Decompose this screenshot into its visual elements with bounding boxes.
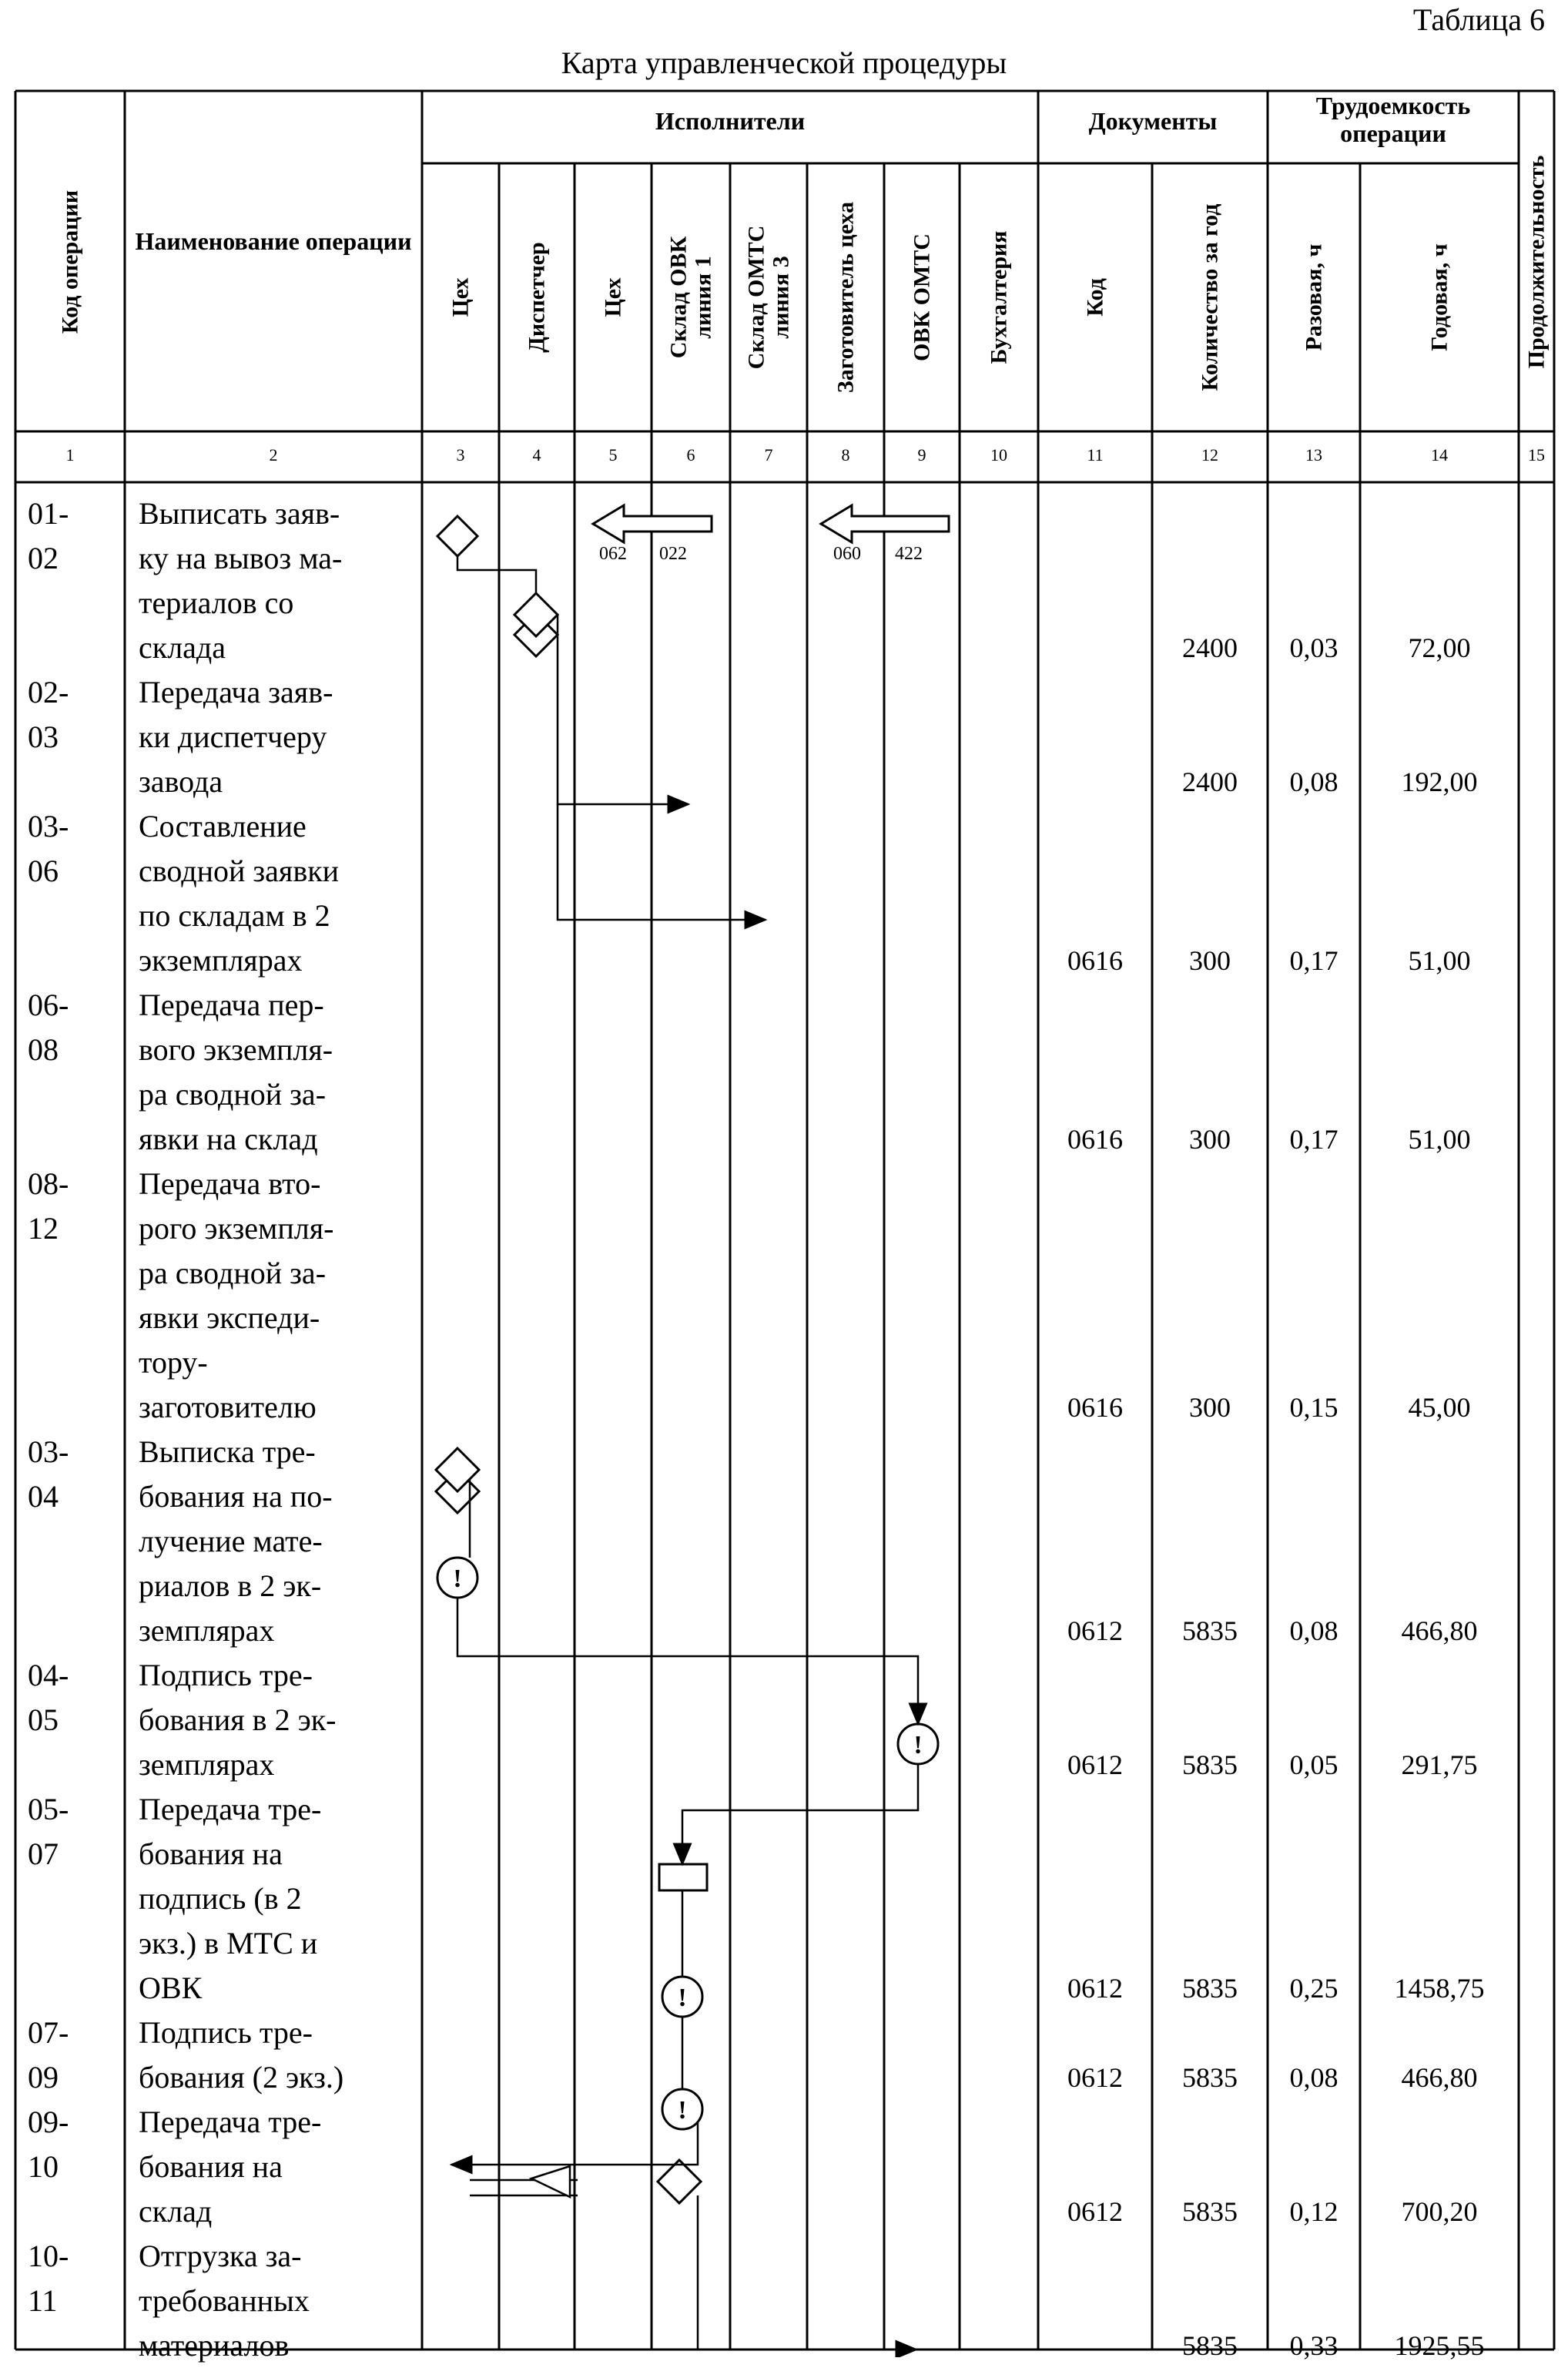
col-ovk-omts-header: ОВК ОМТС — [909, 233, 935, 361]
once-hours-cell: 0,15 — [1289, 1392, 1338, 1423]
operation-name: Передача тре- бования на склад — [139, 2105, 322, 2229]
operation-name: Подпись тре- бования в 2 эк- земплярах — [139, 1658, 337, 1782]
arrow-label: 022 — [659, 544, 687, 564]
operation-name: Передача тре- бования на подпись (в 2 экз.) в МТС и ОВК — [139, 1792, 322, 2005]
year-hours-cell: 291,75 — [1401, 1749, 1478, 1780]
col-workshop2-header: Цех — [600, 277, 626, 317]
operation-code: 04- 05 — [28, 1658, 69, 1737]
quantity-cell: 300 — [1189, 1124, 1231, 1155]
year-hours-cell: 1458,75 — [1394, 1973, 1485, 2004]
column-number: 7 — [764, 445, 773, 465]
once-hours-cell: 0,05 — [1289, 1749, 1338, 1780]
col-accounting-header: Бухгалтерия — [986, 230, 1012, 364]
col-doc-code-header: Код — [1082, 278, 1108, 317]
document-title: Карта управленческой процедуры — [561, 45, 1007, 80]
quantity-cell: 5835 — [1182, 2330, 1238, 2361]
operation-name-header: Наименование операции — [135, 227, 412, 255]
year-hours-cell: 51,00 — [1408, 945, 1471, 976]
column-number: 2 — [269, 445, 278, 465]
svg-text:!: ! — [913, 1731, 923, 1759]
quantity-cell: 2400 — [1182, 766, 1238, 797]
col-year-header: Годовая, ч — [1426, 243, 1452, 351]
doc-code-cell: 0612 — [1067, 1749, 1123, 1780]
column-number: 14 — [1431, 445, 1448, 465]
quantity-cell: 5835 — [1182, 1615, 1238, 1646]
column-number: 5 — [608, 445, 618, 465]
operation-code: 05- 07 — [28, 1792, 69, 1871]
once-hours-cell: 0,08 — [1289, 1615, 1338, 1646]
year-hours-cell: 45,00 — [1408, 1392, 1471, 1423]
once-hours-cell: 0,17 — [1289, 1124, 1338, 1155]
operation-code: 01- 02 — [28, 496, 69, 575]
operation-code: 09- 10 — [28, 2105, 69, 2184]
year-hours-cell: 51,00 — [1408, 1124, 1471, 1155]
operation-code: 07- 09 — [28, 2015, 69, 2095]
once-hours-cell: 0,08 — [1289, 766, 1338, 797]
quantity-cell: 5835 — [1182, 2062, 1238, 2093]
doc-code-cell: 0616 — [1067, 1392, 1123, 1423]
col-procurer-header: Заготовитель цеха — [833, 201, 859, 394]
column-number: 15 — [1528, 445, 1545, 465]
operation-name: Выписать заяв- ку на вывоз ма- териалов со склада — [139, 496, 343, 665]
year-hours-cell: 192,00 — [1401, 766, 1478, 797]
doc-code-cell: 0612 — [1067, 2196, 1123, 2227]
quantity-cell: 5835 — [1182, 2196, 1238, 2227]
column-number: 10 — [990, 445, 1007, 465]
quantity-cell: 5835 — [1182, 1749, 1238, 1780]
col-dispatcher-header: Диспетчер — [524, 242, 550, 353]
doc-code-cell: 0612 — [1067, 1973, 1123, 2004]
labor-header: Трудоемкость операции — [1315, 92, 1471, 147]
operation-code: 06- 08 — [28, 988, 69, 1067]
operation-code: 03- 06 — [28, 809, 69, 888]
year-hours-cell: 700,20 — [1401, 2196, 1478, 2227]
quantity-cell: 300 — [1189, 1392, 1231, 1423]
diamond-icon — [658, 2160, 701, 2203]
operation-code: 03- 04 — [28, 1434, 69, 1514]
column-number: 12 — [1201, 445, 1218, 465]
documents-header: Документы — [1088, 107, 1218, 135]
year-hours-cell: 1925,55 — [1394, 2330, 1485, 2361]
operation-code: 10- 11 — [28, 2239, 69, 2318]
duration-header: Продолжительность — [1523, 155, 1550, 369]
col-once-header: Разовая, ч — [1301, 243, 1327, 351]
operation-name: Подпись тре- бования (2 экз.) — [139, 2015, 344, 2095]
once-hours-cell: 0,33 — [1289, 2330, 1338, 2361]
arrow-label: 422 — [895, 544, 923, 564]
operation-code-header: Код операции — [57, 190, 83, 334]
column-number: 4 — [532, 445, 541, 465]
once-hours-cell: 0,03 — [1289, 632, 1338, 663]
arrow-label: 060 — [833, 544, 861, 564]
doc-code-cell: 0616 — [1067, 1124, 1123, 1155]
diamond-icon — [437, 516, 477, 556]
col-workshop-header: Цех — [447, 277, 474, 317]
once-hours-cell: 0,17 — [1289, 945, 1338, 976]
svg-text:!: ! — [453, 1565, 462, 1593]
year-hours-cell: 72,00 — [1408, 632, 1471, 663]
operation-name: Отгрузка за- требованных материалов — [139, 2239, 310, 2363]
executors-header: Исполнители — [655, 107, 806, 135]
quantity-cell: 2400 — [1182, 632, 1238, 663]
doc-code-cell: 0612 — [1067, 1615, 1123, 1646]
column-number: 13 — [1305, 445, 1322, 465]
column-number: 9 — [917, 445, 926, 465]
operation-name: Выписка тре- бования на по- лучение мате- риалов в 2 эк- земплярах — [139, 1434, 333, 1648]
once-hours-cell: 0,25 — [1289, 1973, 1338, 2004]
svg-text:!: ! — [678, 1984, 687, 2012]
year-hours-cell: 466,80 — [1401, 1615, 1478, 1646]
column-number: 3 — [456, 445, 465, 465]
column-number: 11 — [1087, 445, 1104, 465]
column-number: 6 — [686, 445, 695, 465]
col-warehouse-ovk-header: Склад ОВК линия 1 — [665, 236, 715, 359]
svg-text:!: ! — [678, 2096, 687, 2125]
table-label: Таблица 6 — [1412, 2, 1545, 37]
column-number: 8 — [841, 445, 850, 465]
operation-name: Передача пер- вого экземпля- ра сводной за- явки на склад — [139, 988, 333, 1156]
doc-code-cell: 0616 — [1067, 945, 1123, 976]
col-qty-header: Количество за год — [1197, 203, 1223, 391]
column-number: 1 — [65, 445, 75, 465]
rectangle-icon — [659, 1864, 707, 1890]
year-hours-cell: 466,80 — [1401, 2062, 1478, 2093]
arrow-label: 062 — [599, 544, 627, 564]
operation-name: Составление сводной заявки по складам в 2 экземплярах — [139, 809, 340, 978]
operation-name: Передача заяв- ки диспетчеру завода — [139, 675, 333, 799]
operation-code: 02- 03 — [28, 675, 69, 754]
operation-code: 08- 12 — [28, 1166, 69, 1246]
col-warehouse-omts-header: Склад ОМТС линия 3 — [743, 225, 793, 370]
once-hours-cell: 0,12 — [1289, 2196, 1338, 2227]
quantity-cell: 5835 — [1182, 1973, 1238, 2004]
once-hours-cell: 0,08 — [1289, 2062, 1338, 2093]
doc-code-cell: 0612 — [1067, 2062, 1123, 2093]
operation-name: Передача вто- рого экземпля- ра сводной за- явки экспеди- тору- заготовителю — [139, 1166, 334, 1424]
quantity-cell: 300 — [1189, 945, 1231, 976]
